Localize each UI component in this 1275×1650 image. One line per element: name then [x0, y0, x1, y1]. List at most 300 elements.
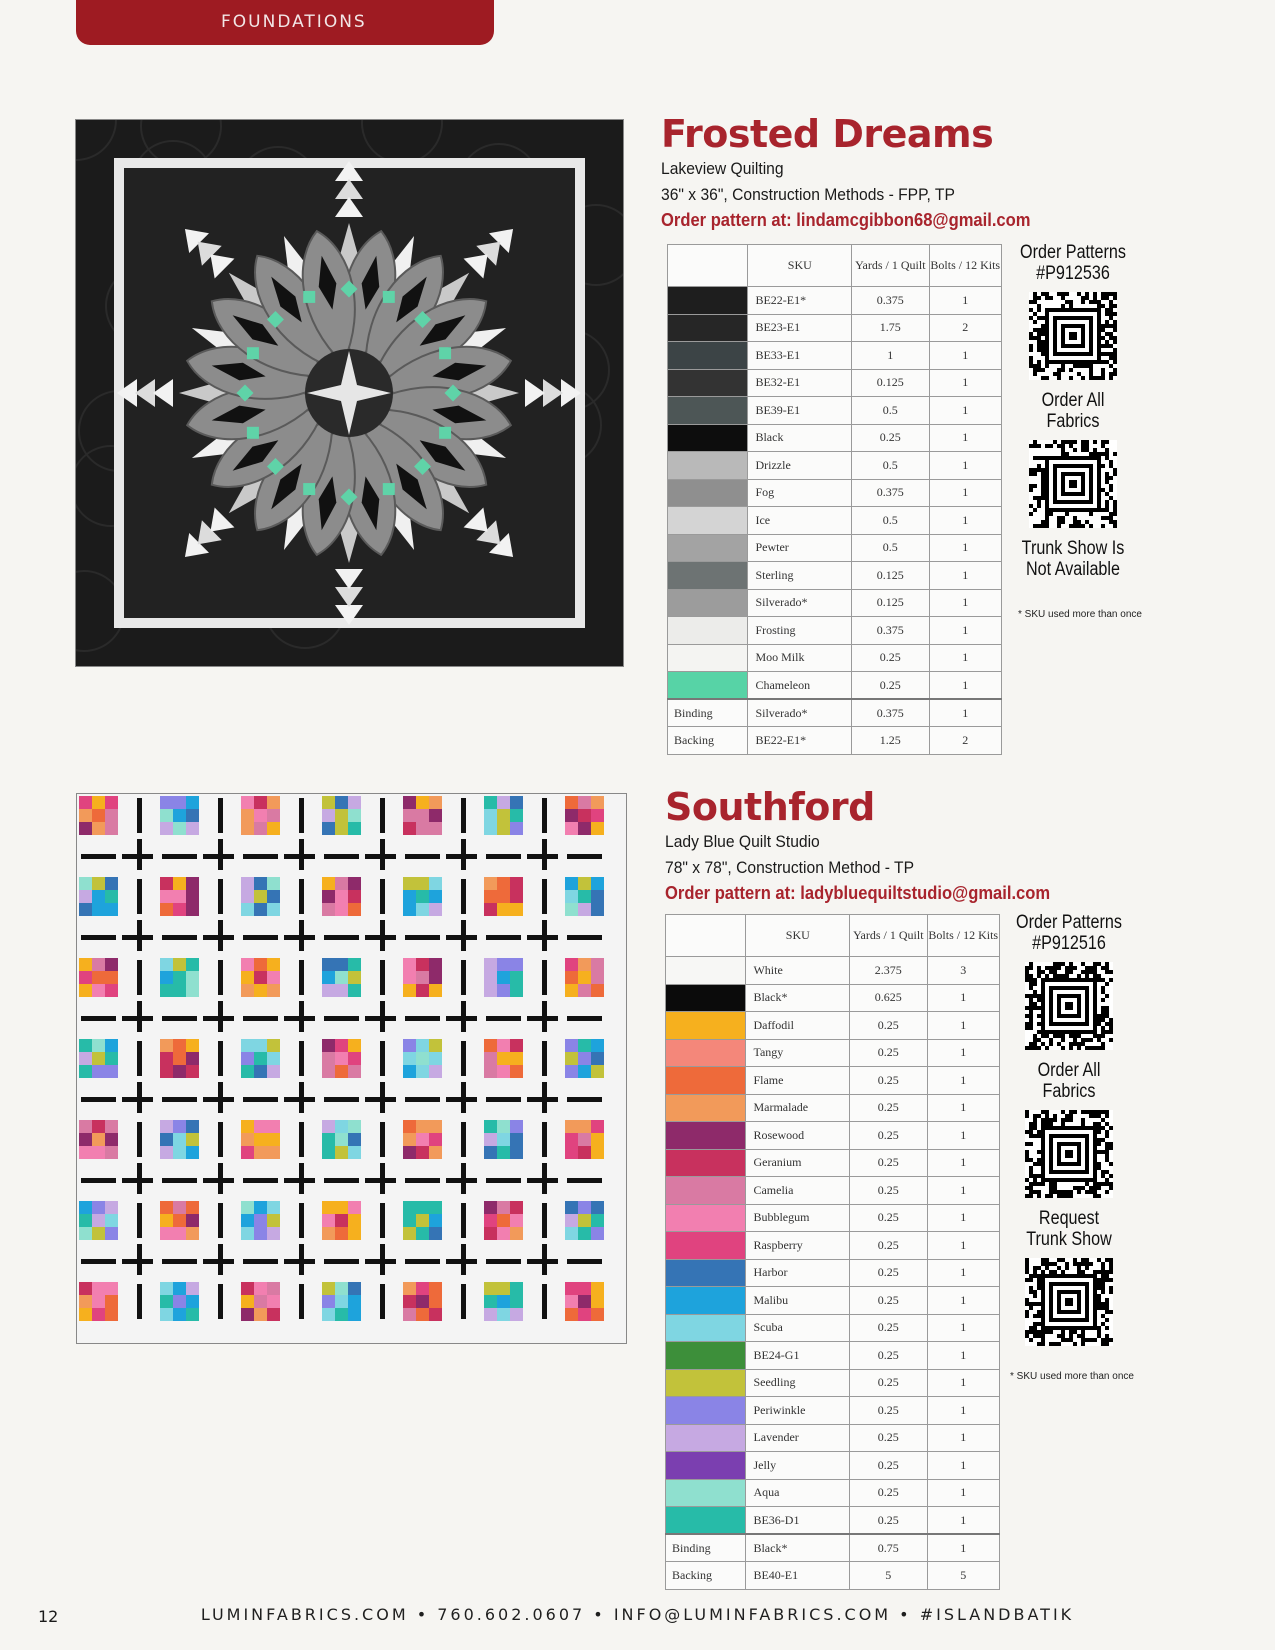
black-sash-horizontal [162, 854, 197, 859]
table-row [668, 562, 1002, 590]
yards-cell: 0.5 [852, 452, 929, 480]
qr-module [1029, 504, 1033, 508]
qr-module [1093, 1034, 1097, 1038]
black-sash-cross [446, 1259, 477, 1264]
footer-contact: LUMINFABRICS.COM • 760.602.0607 • INFO@LUMINFABRICS.COM • #ISLANDBATIK [200, 1605, 1075, 1624]
qr-module [1081, 444, 1085, 448]
nine-patch-square [335, 1039, 348, 1052]
nine-patch-square [267, 809, 280, 822]
nine-patch-square [160, 971, 173, 984]
bolts-cell: 1 [929, 424, 1001, 452]
nine-patch-square [173, 1039, 186, 1052]
qr-module [1049, 1270, 1053, 1274]
black-sash-vertical [137, 798, 142, 833]
qr-module [1037, 974, 1041, 978]
nine-patch-square [92, 1201, 105, 1214]
nine-patch-square [267, 890, 280, 903]
qr-module [1085, 974, 1089, 978]
qr-module [1093, 1194, 1097, 1198]
nine-patch-square [484, 1214, 497, 1227]
qr-module [1041, 292, 1045, 296]
sku-cell: Silverado* [748, 699, 852, 727]
black-sash-cross [203, 1178, 234, 1183]
nine-patch-square [105, 822, 118, 835]
black-sash-vertical [461, 798, 466, 833]
nine-patch-square [335, 1146, 348, 1159]
black-sash-horizontal [81, 1259, 116, 1264]
qr-module [1029, 512, 1033, 516]
qr-module [1033, 1314, 1037, 1318]
nine-patch-square [416, 903, 429, 916]
table-row [668, 424, 1002, 452]
table-row [668, 589, 1002, 617]
qr-module [1101, 978, 1105, 982]
quilt-designer: Lakeview Quilting [661, 159, 784, 178]
qr-module [1033, 1330, 1037, 1334]
qr-module [1093, 1338, 1097, 1342]
qr-module [1081, 962, 1085, 966]
qr-module [1041, 332, 1045, 336]
nine-patch-square [160, 958, 173, 971]
qr-module [1097, 1034, 1101, 1038]
request-trunk-show-qr-icon[interactable] [1025, 1258, 1113, 1346]
nine-patch-square [241, 958, 254, 971]
nine-patch-square [416, 809, 429, 822]
nine-patch-square [416, 1039, 429, 1052]
qr-module [1109, 1022, 1113, 1026]
nine-patch-square [160, 796, 173, 809]
order-pattern-link[interactable]: Order pattern at: ladybluequiltstudio@gmail.com [665, 883, 1051, 903]
qr-module [1113, 368, 1117, 372]
qr-module [1113, 328, 1117, 332]
qr-module [1045, 292, 1049, 296]
table-row [666, 1314, 1000, 1342]
qr-module [1061, 974, 1065, 978]
nine-patch-square [254, 1052, 267, 1065]
qr-module [1089, 1262, 1093, 1266]
qr-module [1101, 966, 1105, 970]
qr-module [1029, 1302, 1033, 1306]
qr-module [1061, 1330, 1065, 1334]
qr-module [1033, 336, 1037, 340]
nine-patch-square [160, 822, 173, 835]
qr-module [1105, 1334, 1109, 1338]
black-sash-vertical [542, 1041, 547, 1076]
column-header: SKU [748, 245, 852, 287]
qr-module [1061, 304, 1065, 308]
qr-module [1065, 512, 1069, 516]
qr-module [1105, 1190, 1109, 1194]
nine-patch-square [335, 1308, 348, 1321]
qr-module [1093, 1110, 1097, 1114]
black-sash-vertical [542, 798, 547, 833]
qr-module [1049, 296, 1053, 300]
qr-module [1061, 516, 1065, 520]
black-sash-horizontal [486, 1016, 521, 1021]
yards-cell: 0.25 [850, 1452, 927, 1480]
qr-module [1089, 300, 1093, 304]
qr-module [1033, 296, 1037, 300]
qr-module [1061, 292, 1065, 296]
qr-module [1093, 966, 1097, 970]
qr-module [1097, 1142, 1101, 1146]
qr-module [1097, 1302, 1101, 1306]
frosted-dreams-side [1008, 242, 1138, 580]
qr-module [1069, 524, 1073, 528]
qr-module [1037, 1330, 1041, 1334]
qr-module [1085, 1266, 1089, 1270]
qr-module [1025, 1178, 1029, 1182]
qr-module [1061, 1122, 1065, 1126]
qr-module [1113, 352, 1117, 356]
nine-patch-square [565, 1039, 578, 1052]
yards-cell: 0.25 [852, 644, 929, 672]
qr-module [1033, 1114, 1037, 1118]
nine-patch-square [348, 1201, 361, 1214]
yards-cell: 0.25 [850, 1369, 927, 1397]
swatch-color [666, 1480, 745, 1507]
nine-patch-square [578, 809, 591, 822]
qr-module [1109, 312, 1113, 316]
nine-patch-square [578, 1214, 591, 1227]
qr-module [1101, 1182, 1105, 1186]
qr-finder-ring [1065, 1150, 1073, 1158]
qr-module [1061, 1110, 1065, 1114]
qr-module [1109, 1310, 1113, 1314]
order-all-fabrics-heading: Order All Fabrics [1037, 1060, 1101, 1102]
nine-patch-square [510, 1295, 523, 1308]
black-sash-horizontal [324, 935, 359, 940]
qr-module [1093, 1114, 1097, 1118]
qr-module [1113, 312, 1117, 316]
qr-module [1041, 472, 1045, 476]
nine-patch-square [79, 809, 92, 822]
qr-module [1029, 982, 1033, 986]
black-sash-cross [203, 854, 234, 859]
pattern-number: #P912536 [1036, 263, 1110, 284]
qr-module [1097, 1150, 1101, 1154]
swatch-color [666, 1315, 745, 1342]
fabric-swatch [668, 672, 748, 700]
swatch-color [668, 507, 747, 534]
qr-module [1097, 1182, 1101, 1186]
nine-patch-square [173, 877, 186, 890]
qr-module [1101, 1150, 1105, 1154]
qr-module [1105, 1342, 1109, 1346]
qr-module [1049, 1042, 1053, 1046]
qr-module [1037, 998, 1041, 1002]
yards-cell: 0.25 [852, 672, 929, 700]
nine-patch-square [254, 1201, 267, 1214]
yards-cell: 0.25 [850, 1067, 927, 1095]
nine-patch-square [497, 903, 510, 916]
qr-module [1109, 1266, 1113, 1270]
black-sash-vertical [299, 1203, 304, 1238]
qr-module [1041, 484, 1045, 488]
bolts-cell: 1 [929, 617, 1001, 645]
nine-patch-square [484, 1201, 497, 1214]
qr-module [1073, 448, 1077, 452]
qr-module [1029, 1338, 1033, 1342]
nine-patch-square [105, 796, 118, 809]
bolts-cell: 2 [929, 727, 1001, 755]
qr-module [1029, 1158, 1033, 1162]
qr-module [1053, 1114, 1057, 1118]
nine-patch-square [591, 1039, 604, 1052]
qr-module [1109, 332, 1113, 336]
qr-module [1113, 304, 1117, 308]
qr-module [1077, 292, 1081, 296]
swatch-color [666, 1177, 745, 1204]
qr-module [1037, 1342, 1041, 1346]
qr-module [1101, 516, 1105, 520]
qr-module [1081, 1038, 1085, 1042]
qr-module [1025, 1022, 1029, 1026]
qr-module [1101, 1110, 1105, 1114]
qr-module [1101, 360, 1105, 364]
qr-module [1113, 348, 1117, 352]
qr-module [1025, 966, 1029, 970]
qr-module [1049, 966, 1053, 970]
black-sash-cross [203, 1259, 234, 1264]
qr-module [1025, 1046, 1029, 1050]
qr-module [1101, 440, 1105, 444]
qr-module [1053, 1186, 1057, 1190]
qr-module [1097, 376, 1101, 380]
bolts-cell: 1 [927, 984, 999, 1012]
nine-patch-square [484, 1295, 497, 1308]
order-all-fabrics-qr-icon[interactable] [1029, 440, 1117, 528]
nine-patch-square [160, 1201, 173, 1214]
table-row [666, 1397, 1000, 1425]
sku-note: * SKU used more than once [1018, 609, 1142, 620]
qr-module [1041, 524, 1045, 528]
qr-module [1077, 1046, 1081, 1050]
qr-module [1037, 360, 1041, 364]
qr-module [1105, 1158, 1109, 1162]
qr-module [1037, 1114, 1041, 1118]
qr-module [1025, 994, 1029, 998]
nine-patch-square [335, 1120, 348, 1133]
qr-module [1041, 1034, 1045, 1038]
nine-patch-square [565, 1133, 578, 1146]
sku-cell: Scuba [746, 1314, 850, 1342]
qr-module [1077, 372, 1081, 376]
swatch-color [668, 342, 747, 369]
nine-patch-square [497, 1201, 510, 1214]
table-row [668, 644, 1002, 672]
qr-module [1097, 974, 1101, 978]
qr-module [1097, 1278, 1101, 1282]
swatch-color [666, 957, 745, 984]
sku-cell: BE22-E1* [748, 287, 852, 315]
qr-module [1073, 1342, 1077, 1346]
yards-cell: 0.375 [852, 479, 929, 507]
qr-module [1085, 1046, 1089, 1050]
qr-module [1105, 344, 1109, 348]
nine-patch-square [348, 1133, 361, 1146]
nine-patch-square [416, 1133, 429, 1146]
nine-patch-square [186, 1065, 199, 1078]
qr-module [1045, 1258, 1049, 1262]
sku-cell: Black [748, 424, 852, 452]
qr-module [1061, 440, 1065, 444]
order-patterns-qr-icon[interactable] [1025, 962, 1113, 1050]
nine-patch-square [173, 1120, 186, 1133]
nine-patch-square [348, 877, 361, 890]
table-row [668, 369, 1002, 397]
qr-module [1069, 1046, 1073, 1050]
nine-patch-square [92, 1214, 105, 1227]
swatch-color [668, 397, 747, 424]
qr-module [1045, 1046, 1049, 1050]
nine-patch-square [429, 1282, 442, 1295]
qr-module [1029, 1186, 1033, 1190]
nine-patch-square [79, 1308, 92, 1321]
black-sash-horizontal [324, 1178, 359, 1183]
qr-module [1105, 440, 1109, 444]
qr-module [1077, 1270, 1081, 1274]
nine-patch-square [335, 958, 348, 971]
order-all-fabrics-qr-icon[interactable] [1025, 1110, 1113, 1198]
qr-module [1029, 1330, 1033, 1334]
qr-module [1077, 1190, 1081, 1194]
southford-side [1004, 912, 1134, 1356]
qr-module [1109, 308, 1113, 312]
nine-patch-square [497, 1282, 510, 1295]
qr-module [1037, 504, 1041, 508]
column-header: Yards / 1 Quilt [850, 915, 927, 957]
qr-module [1033, 312, 1037, 316]
table-header-row [666, 915, 1000, 957]
table-row [666, 984, 1000, 1012]
nine-patch-square [484, 1039, 497, 1052]
qr-module [1033, 1190, 1037, 1194]
nine-patch-square [510, 1133, 523, 1146]
qr-module [1101, 1286, 1105, 1290]
qr-module [1033, 1122, 1037, 1126]
qr-module [1113, 472, 1117, 476]
order-patterns-qr-icon[interactable] [1029, 292, 1117, 380]
qr-module [1081, 1330, 1085, 1334]
yards-cell: 0.625 [850, 984, 927, 1012]
nine-patch-square [591, 1201, 604, 1214]
nine-patch-square [254, 958, 267, 971]
qr-module [1085, 1262, 1089, 1266]
qr-module [1057, 1342, 1061, 1346]
sku-cell: Rosewood [746, 1122, 850, 1150]
qr-module [1033, 1118, 1037, 1122]
qr-module [1037, 1046, 1041, 1050]
qr-module [1097, 1162, 1101, 1166]
qr-module [1101, 328, 1105, 332]
qr-module [1093, 1122, 1097, 1126]
qr-module [1101, 1018, 1105, 1022]
qr-module [1025, 1006, 1029, 1010]
black-sash-vertical [461, 1041, 466, 1076]
qr-module [1029, 1002, 1033, 1006]
qr-module [1065, 1266, 1069, 1270]
sku-cell: Frosting [748, 617, 852, 645]
black-sash-vertical [137, 1203, 142, 1238]
qr-module [1105, 448, 1109, 452]
black-sash-cross [365, 1016, 396, 1021]
black-sash-cross [122, 1016, 153, 1021]
qr-module [1109, 1338, 1113, 1342]
qr-module [1097, 1306, 1101, 1310]
nine-patch-square [403, 822, 416, 835]
page-number: 12 [38, 1607, 59, 1626]
qr-module [1053, 1342, 1057, 1346]
bolts-cell: 1 [927, 1342, 999, 1370]
qr-module [1105, 1010, 1109, 1014]
qr-module [1041, 1118, 1045, 1122]
qr-module [1041, 324, 1045, 328]
nine-patch-square [348, 1227, 361, 1240]
qr-module [1045, 1262, 1049, 1266]
order-pattern-link[interactable]: Order pattern at: lindamcgibbon68@gmail.com [661, 210, 1031, 230]
qr-module [1073, 966, 1077, 970]
fabric-swatch [666, 1232, 746, 1260]
qr-module [1105, 1302, 1109, 1306]
qr-module [1069, 300, 1073, 304]
qr-module [1081, 1122, 1085, 1126]
qr-module [1037, 1038, 1041, 1042]
black-sash-horizontal [243, 854, 278, 859]
black-sash-horizontal [486, 1259, 521, 1264]
qr-module [1049, 1122, 1053, 1126]
qr-module [1025, 1302, 1029, 1306]
qr-module [1041, 340, 1045, 344]
table-row [666, 1204, 1000, 1232]
nine-patch-square [322, 1120, 335, 1133]
qr-module [1029, 1194, 1033, 1198]
qr-module [1049, 1330, 1053, 1334]
nine-patch-square [186, 1227, 199, 1240]
nine-patch-square [92, 958, 105, 971]
qr-module [1033, 978, 1037, 982]
black-sash-horizontal [162, 935, 197, 940]
bolts-cell: 1 [927, 1534, 999, 1562]
qr-module [1037, 1278, 1041, 1282]
black-sash-horizontal [81, 1097, 116, 1102]
nine-patch-square [335, 1052, 348, 1065]
nine-patch-square [497, 1052, 510, 1065]
nine-patch-square [416, 796, 429, 809]
qr-module [1105, 292, 1109, 296]
qr-module [1113, 336, 1117, 340]
fabric-swatch [666, 1122, 746, 1150]
qr-module [1101, 1322, 1105, 1326]
qr-module [1053, 1118, 1057, 1122]
qr-module [1105, 1338, 1109, 1342]
nine-patch-square [241, 1308, 254, 1321]
qr-module [1057, 368, 1061, 372]
fabric-swatch [668, 369, 748, 397]
nine-patch-square [254, 1227, 267, 1240]
swatch-color [666, 1507, 745, 1533]
nine-patch-square [510, 1039, 523, 1052]
qr-module [1025, 970, 1029, 974]
qr-module [1029, 1006, 1033, 1010]
qr-module [1041, 1330, 1045, 1334]
nine-patch-square [322, 1039, 335, 1052]
qr-module [1061, 1118, 1065, 1122]
qr-module [1101, 1126, 1105, 1130]
black-sash-horizontal [162, 1259, 197, 1264]
qr-module [1077, 974, 1081, 978]
nine-patch-square [497, 822, 510, 835]
